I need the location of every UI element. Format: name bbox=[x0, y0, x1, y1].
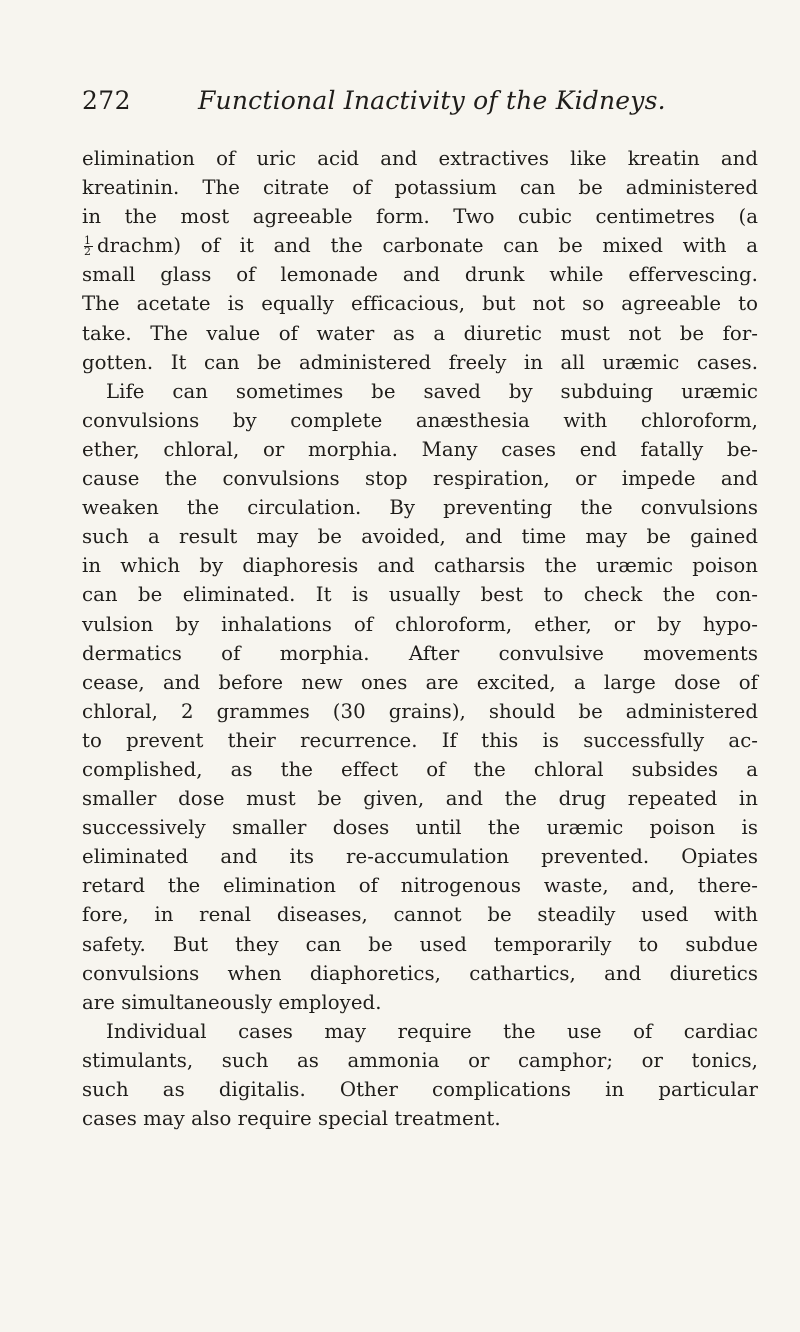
half-fraction bbox=[84, 236, 93, 257]
text-line: in the most agreeable form. Two cubic centimetres (a bbox=[82, 205, 758, 229]
text-line: kreatinin. The citrate of potassium can be administered bbox=[82, 176, 758, 200]
text-line: eliminated and its re-accumulation prevented. Opiates bbox=[82, 845, 758, 869]
text-line: smaller dose must be given, and the drug repeated in bbox=[82, 787, 758, 811]
text-line: convulsions when diaphoretics, cathartics, and diuretics bbox=[82, 961, 758, 985]
text-line: to prevent their recurrence. If this is successfully ac- bbox=[82, 728, 758, 752]
text-line: are simultaneously employed. bbox=[82, 990, 382, 1014]
text-line: safety. But they can be used temporarily to subdue bbox=[82, 932, 758, 956]
text-line: The acetate is equally efficacious, but not so agreeable to bbox=[82, 292, 758, 316]
text-line: dermatics of morphia. After convulsive movements bbox=[82, 641, 758, 665]
text-line: such a result may be avoided, and time may be gained bbox=[82, 525, 758, 549]
page-header bbox=[82, 86, 762, 120]
text-line: can be eliminated. It is usually best to check the con- bbox=[82, 583, 758, 607]
text-line bbox=[82, 231, 758, 260]
text-line: cause the convulsions stop respiration, or impede and bbox=[82, 467, 758, 491]
text-line: Individual cases may require the use of cardiac bbox=[106, 1019, 758, 1043]
fraction-numerator: 1 bbox=[84, 234, 92, 248]
text-line: convulsions by complete anæsthesia with chloroform, bbox=[82, 408, 758, 432]
body-text bbox=[82, 144, 758, 1133]
text-line: Life can sometimes be saved by subduing uræmic bbox=[106, 379, 758, 403]
text-line: in which by diaphoresis and catharsis the uræmic poison bbox=[82, 554, 758, 578]
running-title: Functional Inactivity of the Kidneys. bbox=[198, 86, 666, 115]
text-line: complished, as the effect of the chloral subsides a bbox=[82, 757, 758, 781]
text-line: fore, in renal diseases, cannot be steadily used with bbox=[82, 903, 758, 927]
text-line: such as digitalis. Other complications in particular bbox=[82, 1078, 758, 1101]
text-line: successively smaller doses until the uræmic poison is bbox=[82, 816, 758, 840]
text-line: gotten. It can be administered freely in all uræmic cases. bbox=[82, 350, 758, 374]
fraction-denominator: 2 bbox=[84, 245, 92, 259]
text-line: elimination of uric acid and extractives like kreatin and bbox=[82, 147, 758, 170]
text-line: stimulants, such as ammonia or camphor; or tonics, bbox=[82, 1048, 758, 1072]
text-line: cease, and before new ones are excited, a large dose of bbox=[82, 670, 758, 694]
text-line: chloral, 2 grammes (30 grains), should be administered bbox=[82, 699, 758, 723]
text-line: weaken the circulation. By preventing the convulsions bbox=[82, 496, 758, 520]
text-line: take. The value of water as a diuretic must not be for- bbox=[82, 321, 758, 345]
text-line: retard the elimination of nitrogenous waste, and, there- bbox=[82, 874, 758, 898]
page-number: 272 bbox=[82, 86, 131, 115]
text-line: ether, chloral, or morphia. Many cases end fatally be- bbox=[82, 437, 758, 461]
text-segment: drachm) of it and the carbonate can be mixed with a bbox=[97, 234, 758, 258]
text-line: vulsion by inhalations of chloroform, ether, or by hypo- bbox=[82, 612, 758, 636]
text-line: small glass of lemonade and drunk while effervescing. bbox=[82, 263, 758, 287]
text-line: cases may also require special treatment. bbox=[82, 1107, 501, 1131]
